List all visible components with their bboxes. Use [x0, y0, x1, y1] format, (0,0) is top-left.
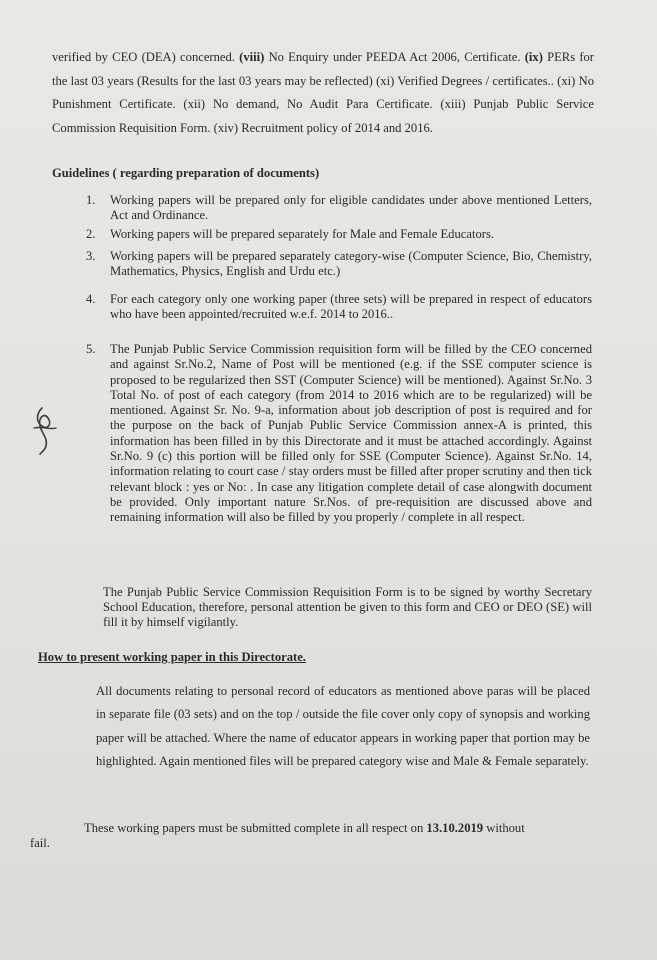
intro-item-viii: (viii)	[239, 50, 265, 64]
guideline-number: 3.	[86, 249, 96, 263]
guideline-item-3	[86, 249, 592, 278]
guideline-number: 5.	[86, 342, 96, 356]
guideline-number: 4.	[86, 292, 96, 306]
guideline-number: 1.	[86, 193, 96, 207]
intro-item-ix: (ix)	[524, 50, 543, 64]
guideline-item-2	[86, 227, 592, 242]
closing-text: These working papers must be submitted complete in all respect on	[84, 821, 427, 835]
closing-wrap: fail.	[30, 836, 50, 850]
closing-text: without	[483, 821, 525, 835]
intro-paragraph	[52, 46, 594, 140]
guidelines-heading: Guidelines ( regarding preparation of documents)	[52, 166, 320, 180]
intro-text: No Enquiry under PEEDA Act 2006, Certificate.	[264, 50, 525, 64]
presentation-text: All documents relating to personal record of educators as mentioned above paras will be placed in separate file (03 sets) and on the top / outside the file cover only copy of synopsis and working paper will be attached. Where the name of educator appears in working paper that portion may be highlighted. Again mentioned files will be prepared category wise and Male & Female separately.	[96, 684, 590, 768]
handwritten-margin-mark-icon	[30, 404, 70, 456]
guideline-text: The Punjab Public Service Commission requisition form will be filled by the CEO concerned and against Sr.No.2, Name of Post will be mentioned (e.g. if the SSE computer science is proposed to be regularized then SST (Computer Science) will be mentioned). Against Sr.No. 3 Total No. of post of each category (from 2014 to 2016 which are to be regularized) will be mentioned. Against Sr. No. 9-a, information about job description of post is required and for the purpose on the back of Punjab Public Service Commission annex-A is printed, this information has been filled in by this Directorate and it must be attached accordingly. Against Sr.No. 9 (c) this portion will be filled only for SSE (Computer Science). Against Sr.No. 14, information relating to court case / stay orders must be filled after proper scrutiny and then tick relevant block : yes or No: . In case any litigation complete detail of case alongwith document be provided. Only important nature Sr.Nos. of pre-requisition are discussed above and remaining information will also be filled by you properly / complete in all respect.	[110, 342, 592, 525]
guideline-text: Working papers will be prepared separately for Male and Female Educators.	[110, 227, 494, 241]
guideline-item-1	[86, 193, 592, 222]
guideline-text: Working papers will be prepared separately category-wise (Computer Science, Bio, Chemistry, Mathematics, Physics, English and Urdu etc.)	[110, 249, 592, 278]
intro-text: PERs for the last 03 years (Results for the last 03 years may be reflected) (xi) Verified Degrees / certificates.. (xi) No Punishment Certificate. (xii) No demand, No Audit Para Certificate. (xiii) Punjab Public Service Commission Requisition Form. (xiv) Recruitment policy of 2014 and 2016.	[52, 50, 594, 135]
guideline-item-5	[86, 342, 592, 526]
guideline-text: For each category only one working paper (three sets) will be prepared in respect of educators who have been appointed/recruited w.e.f. 2014 to 2016..	[110, 292, 592, 321]
presentation-paragraph	[32, 680, 590, 773]
closing-sentence	[84, 820, 590, 836]
presentation-heading: How to present working paper in this Directorate.	[38, 650, 306, 664]
guideline-number: 2.	[86, 227, 96, 241]
deadline-date: 13.10.2019	[426, 821, 484, 835]
requisition-form-note: The Punjab Public Service Commission Requisition Form is to be signed by worthy Secretary School Education, therefore, personal attention be given to this form and CEO or DEO (SE) will fill it by himself vigilantly.	[103, 585, 592, 629]
guideline-text: Working papers will be prepared only for eligible candidates under above mentioned Letters, Act and Ordinance.	[110, 193, 592, 222]
intro-text: verified by CEO (DEA) concerned.	[52, 50, 240, 64]
guideline-item-4	[86, 292, 592, 321]
